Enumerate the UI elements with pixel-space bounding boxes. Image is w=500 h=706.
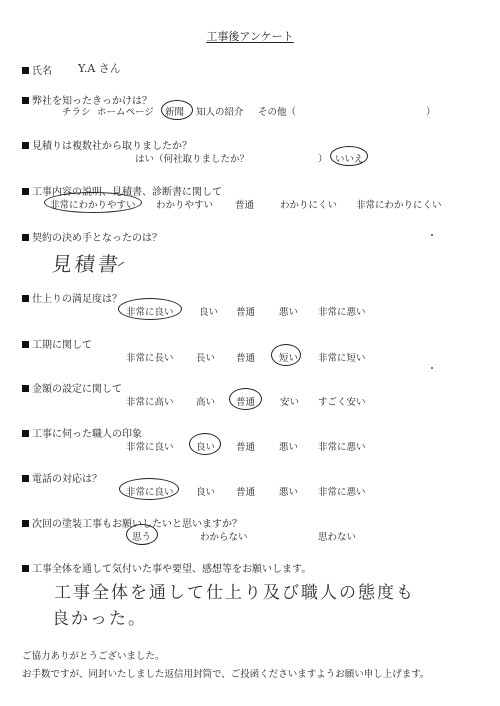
- q10-option-unsure: わからない: [200, 532, 248, 543]
- survey-title: 工事後アンケート: [206, 30, 294, 43]
- q1-option-homepage: ホームページ: [97, 107, 154, 118]
- q5-option-very-bad: 非常に悪い: [318, 307, 366, 318]
- q8-option-neutral: 普通: [236, 442, 256, 453]
- q8-option-good: 良い: [196, 442, 216, 453]
- q8-option-bad: 悪い: [279, 442, 299, 453]
- q7-option-very-high: 非常に高い: [126, 397, 174, 408]
- q6-option-very-short: 非常に短い: [318, 353, 366, 364]
- q5-option-very-good: 非常に良い: [126, 307, 174, 318]
- q8-label: 工事に伺った職人の印象: [22, 425, 142, 440]
- name-label: 氏名: [22, 62, 52, 77]
- q1-option-flyer: チラシ: [62, 107, 91, 118]
- footer-thanks: ご協力ありがとうございました。: [22, 651, 165, 662]
- q1-option-other-close: ）: [426, 107, 436, 118]
- q1-label: 弊社を知ったきっかけは？: [22, 92, 152, 107]
- q4-handwritten-answer: 見積書: [50, 252, 123, 276]
- q3-option-neutral: 普通: [235, 200, 255, 211]
- q10-option-yes: 思う: [132, 532, 152, 543]
- q4-label: 契約の決め手となったのは？: [22, 229, 162, 244]
- q6-option-neutral: 普通: [236, 353, 256, 364]
- q11-handwritten-line1: 工事全体を通して仕上り及び職人の態度も: [54, 583, 415, 603]
- q10-option-no: 思わない: [318, 532, 357, 543]
- q3-option-unclear: わかりにくい: [280, 200, 338, 211]
- q3-option-very-unclear: 非常にわかりにくい: [356, 200, 442, 211]
- q1-option-referral: 知人の紹介: [196, 107, 244, 118]
- q7-label: 金額の設定に関して: [22, 380, 122, 395]
- q2-option-no: いいえ: [335, 154, 364, 165]
- q2-option-yes-close: ）: [318, 154, 328, 165]
- q9-option-neutral: 普通: [236, 487, 256, 498]
- q7-option-neutral: 普通: [236, 397, 256, 408]
- q11-handwritten-line2: 良かった。: [52, 609, 147, 629]
- q7-option-very-cheap: すごく安い: [318, 397, 366, 408]
- name-value: Y.A さん: [78, 62, 121, 75]
- stray-dot: [431, 367, 433, 369]
- q8-option-very-good: 非常に良い: [126, 442, 174, 453]
- q3-option-very-clear: 非常にわかりやすい: [50, 200, 136, 211]
- q1-option-newspaper: 新聞: [165, 107, 185, 118]
- q6-option-long: 長い: [196, 353, 216, 364]
- footer-instructions: お手数ですが、同封いたしました返信用封筒で、ご投函くださいますようお願い申し上げます。: [22, 669, 430, 680]
- q8-option-very-bad: 非常に悪い: [318, 442, 366, 453]
- q5-option-bad: 悪い: [279, 307, 299, 318]
- q2-label: 見積りは複数社から取りましたか？: [22, 137, 192, 152]
- q9-option-bad: 悪い: [279, 487, 299, 498]
- q9-label: 電話の対応は？: [22, 470, 102, 485]
- q6-label: 工期に関して: [22, 336, 92, 351]
- q5-option-good: 良い: [199, 307, 219, 318]
- q7-option-high: 高い: [196, 397, 216, 408]
- q3-option-clear: わかりやすい: [156, 200, 214, 211]
- q6-option-short: 短い: [279, 353, 299, 364]
- q9-option-good: 良い: [196, 487, 216, 498]
- q9-option-very-good: 非常に良い: [126, 487, 174, 498]
- q6-option-very-long: 非常に長い: [126, 353, 174, 364]
- q1-option-other: その他（: [258, 107, 297, 118]
- q5-label: 仕上りの満足度は？: [22, 290, 122, 305]
- q11-label: 工事全体を通して気付いた事や要望、感想等をお願いします。: [22, 560, 311, 575]
- q5-option-neutral: 普通: [236, 307, 256, 318]
- q10-label: 次回の塗装工事もお願いしたいと思いますか？: [22, 515, 242, 530]
- q9-option-very-bad: 非常に悪い: [318, 487, 366, 498]
- pen-stroke: [118, 262, 124, 266]
- stray-dot: [431, 234, 433, 236]
- q7-option-cheap: 安い: [280, 397, 300, 408]
- q2-option-yes: はい（何社取りましたか？: [135, 154, 250, 165]
- q3-label: 工事内容の説明、見積書、診断書に関して: [22, 183, 222, 198]
